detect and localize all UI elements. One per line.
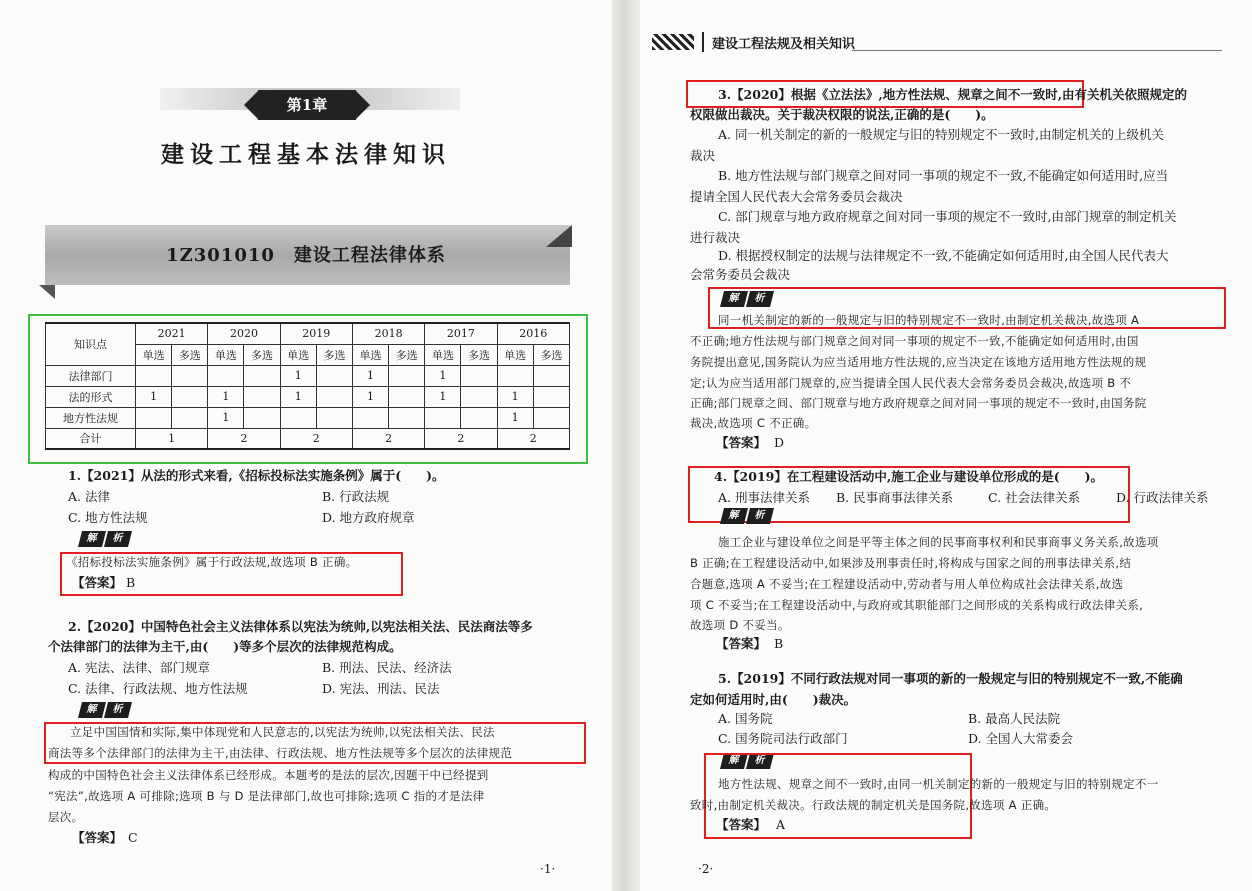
total-cell: 2 xyxy=(497,428,569,449)
knowledge-point-table xyxy=(45,322,570,450)
multi-choice-header: 多选 xyxy=(461,344,497,365)
running-header-title: 建设工程法规及相关知识 xyxy=(712,37,856,52)
table-cell: 1 xyxy=(280,365,316,386)
q4-explanation-line2: B 正确;在工程建设活动中,如果涉及刑事责任时,将构成与国家之间的刑事法律关系,结 xyxy=(690,556,1132,570)
badge-char: 析 xyxy=(746,291,774,307)
q4-explanation-line4: 项 C 不妥当;在工程建设活动中,与政府或其职能部门之间形成的关系构成行政法律关系, xyxy=(690,598,1144,612)
q3-explanation-line1: 同一机关制定的新的一般规定与旧的特别规定不一致时,由制定机关裁决,故选项 A xyxy=(718,313,1140,327)
header-divider xyxy=(702,32,704,52)
q5-option-d: D. 全国人大常委会 xyxy=(968,731,1074,746)
q4-answer: B xyxy=(774,636,784,651)
q5-explanation-line1: 地方性法规、规章之间不一致时,由同一机关制定的新的一般规定与旧的特别规定不一 xyxy=(718,777,1159,791)
q4-explanation-line5: 故选项 D 不妥当。 xyxy=(690,618,790,632)
table-cell: 1 xyxy=(280,386,316,407)
q1-answer-label: 【答案】 xyxy=(72,575,123,590)
table-cell: 1 xyxy=(352,386,388,407)
page-number: ·2· xyxy=(698,862,714,876)
table-cell: 1 xyxy=(425,365,461,386)
q2-stem-line2: 个法律部门的法律为主干,由( )等多个层次的法律规范构成。 xyxy=(48,639,402,654)
chapter-tag: 第1章 xyxy=(258,90,356,120)
q2-explanation-line1: 立足中国国情和实际,集中体现党和人民意志的,以宪法为统帅,以宪法相关法、民法 xyxy=(70,725,495,739)
q2-explanation-line3: 构成的中国特色社会主义法律体系已经形成。本题考的是法的层次,因题干中已经提到 xyxy=(48,768,489,782)
table-corner: 知识点 xyxy=(46,323,136,365)
q2-option-d: D. 宪法、刑法、民法 xyxy=(322,681,440,696)
table-cell xyxy=(136,365,172,386)
total-cell: 2 xyxy=(425,428,497,449)
q4-option-d: D. 行政法律关系 xyxy=(1116,490,1209,505)
multi-choice-header: 多选 xyxy=(316,344,352,365)
q4-answer-label: 【答案】 xyxy=(716,636,767,651)
row-label: 地方性法规 xyxy=(46,407,136,428)
q2-answer: C xyxy=(128,830,138,845)
q3-answer: D xyxy=(774,435,785,450)
table-header-row xyxy=(46,323,570,344)
section-title: 1Z301010 建设工程法律体系 xyxy=(166,245,446,266)
table-cell xyxy=(425,407,461,428)
chapter-title: 建设工程基本法律知识 xyxy=(161,141,451,168)
q2-option-c: C. 法律、行政法规、地方性法规 xyxy=(68,681,248,696)
explanation-badge xyxy=(80,531,130,547)
multi-choice-header: 多选 xyxy=(244,344,280,365)
table-row xyxy=(46,365,570,386)
table-cell xyxy=(316,386,352,407)
left-page xyxy=(0,0,612,891)
table-cell xyxy=(461,365,497,386)
right-page xyxy=(640,0,1252,891)
table-cell xyxy=(280,407,316,428)
total-cell: 2 xyxy=(352,428,424,449)
book-gutter xyxy=(612,0,640,891)
q3-explanation-line5: 正确;部门规章之间、部门规章与地方政府规章之间对同一事项的规定不一致时,由国务院 xyxy=(690,396,1147,410)
row-label: 合计 xyxy=(46,428,136,449)
badge-char: 解 xyxy=(78,531,106,547)
table-cell: 1 xyxy=(497,386,533,407)
year-header: 2019 xyxy=(280,323,352,344)
explanation-badge xyxy=(80,702,130,718)
table-cell xyxy=(136,407,172,428)
table-cell xyxy=(389,386,425,407)
header-pattern-icon xyxy=(652,34,694,50)
year-header: 2016 xyxy=(497,323,569,344)
q1-stem: 1.【2021】从法的形式来看,《招标投标法实施条例》属于( )。 xyxy=(68,468,445,483)
q4-option-a: A. 刑事法律关系 xyxy=(718,490,810,505)
table-cell xyxy=(533,407,569,428)
q4-explanation-line1: 施工企业与建设单位之间是平等主体之间的民事商事权利和民事商事义务关系,故选项 xyxy=(718,535,1159,549)
table-cell xyxy=(316,365,352,386)
q2-answer-label: 【答案】 xyxy=(72,830,123,845)
total-cell: 2 xyxy=(280,428,352,449)
q3-option-a-line2: 裁决 xyxy=(690,148,716,163)
table-cell xyxy=(244,386,280,407)
table-cell xyxy=(244,365,280,386)
q3-option-c-line1: C. 部门规章与地方政府规章之间对同一事项的规定不一致时,由部门规章的制定机关 xyxy=(718,209,1177,224)
badge-char: 析 xyxy=(746,753,774,769)
badge-char: 解 xyxy=(720,291,748,307)
q5-stem-line1: 5.【2019】不同行政法规对同一事项的新的一般规定与旧的特别规定不一致,不能确 xyxy=(718,671,1183,686)
table-cell: 1 xyxy=(208,386,244,407)
badge-char: 析 xyxy=(104,531,132,547)
table-row xyxy=(46,386,570,407)
single-choice-header: 单选 xyxy=(352,344,388,365)
q3-stem-line2: 权限做出裁决。关于裁决权限的说法,正确的是( )。 xyxy=(690,107,994,122)
q3-answer-label: 【答案】 xyxy=(716,435,767,450)
q1-option-a: A. 法律 xyxy=(68,489,110,504)
q3-explanation-line4: 定;认为应当适用部门规章的,应当提请全国人民代表大会常务委员会裁决,故选项 B 不 xyxy=(690,376,1132,390)
q5-answer-label: 【答案】 xyxy=(716,817,767,832)
table-total-row xyxy=(46,428,570,449)
table-cell: 1 xyxy=(208,407,244,428)
table-cell xyxy=(533,365,569,386)
q2-explanation-line2: 商法等多个法律部门的法律为主干,由法律、行政法规、地方性法规等多个层次的法律规范 xyxy=(48,746,513,760)
table-cell xyxy=(172,386,208,407)
q5-option-c: C. 国务院司法行政部门 xyxy=(718,731,848,746)
single-choice-header: 单选 xyxy=(208,344,244,365)
q3-option-d-line1: D. 根据授权制定的法规与法律规定不一致,不能确定如何适用时,由全国人民代表大 xyxy=(718,248,1169,263)
table-cell xyxy=(533,386,569,407)
q5-option-a: A. 国务院 xyxy=(718,711,773,726)
table-row xyxy=(46,407,570,428)
q2-explanation-line4: “宪法”,故选项 A 可排除;选项 B 与 D 是法律部门,故也可排除;选项 C 指的才是法律 xyxy=(48,789,485,803)
row-label: 法律部门 xyxy=(46,365,136,386)
year-header: 2020 xyxy=(208,323,280,344)
badge-char: 解 xyxy=(720,753,748,769)
table-cell xyxy=(389,365,425,386)
year-header: 2018 xyxy=(352,323,424,344)
table-cell: 1 xyxy=(425,386,461,407)
single-choice-header: 单选 xyxy=(280,344,316,365)
q1-option-b: B. 行政法规 xyxy=(322,489,390,504)
multi-choice-header: 多选 xyxy=(533,344,569,365)
q2-stem-line1: 2.【2020】中国特色社会主义法律体系以宪法为统帅,以宪法相关法、民法商法等多 xyxy=(68,619,533,634)
q1-answer: B xyxy=(126,575,136,590)
table-cell xyxy=(172,365,208,386)
table-cell xyxy=(497,365,533,386)
table-cell xyxy=(244,407,280,428)
single-choice-header: 单选 xyxy=(136,344,172,365)
badge-char: 析 xyxy=(746,508,774,524)
q3-option-b-line1: B. 地方性法规与部门规章之间对同一事项的规定不一致,不能确定如何适用时,应当 xyxy=(718,168,1169,183)
q3-explanation-line3: 务院提出意见,国务院认为应当适用地方性法规的,应当决定在该地方适用地方性法规的规 xyxy=(690,355,1147,369)
page-number: ·1· xyxy=(540,862,556,876)
total-cell: 1 xyxy=(136,428,208,449)
q3-option-c-line2: 进行裁决 xyxy=(690,230,741,245)
q3-option-a-line1: A. 同一机关制定的新的一般规定与旧的特别规定不一致时,由制定机关的上级机关 xyxy=(718,127,1164,142)
table-cell: 1 xyxy=(136,386,172,407)
q4-stem: 4.【2019】在工程建设活动中,施工企业与建设单位形成的是( )。 xyxy=(714,469,1104,484)
table-cell xyxy=(316,407,352,428)
q5-stem-line2: 定如何适用时,由( )裁决。 xyxy=(690,692,857,707)
table-cell: 1 xyxy=(497,407,533,428)
q2-option-b: B. 刑法、民法、经济法 xyxy=(322,660,452,675)
year-header: 2021 xyxy=(136,323,208,344)
q5-answer: A xyxy=(776,817,786,832)
single-choice-header: 单选 xyxy=(497,344,533,365)
header-rule xyxy=(852,50,1222,51)
table-cell xyxy=(208,365,244,386)
year-header: 2017 xyxy=(425,323,497,344)
row-label: 法的形式 xyxy=(46,386,136,407)
table-cell xyxy=(352,407,388,428)
q3-explanation-line2: 不正确;地方性法规与部门规章之间对同一事项的规定不一致,不能确定如何适用时,由国 xyxy=(690,334,1139,348)
q2-explanation-line5: 层次。 xyxy=(48,810,84,824)
badge-char: 析 xyxy=(104,702,132,718)
q1-option-c: C. 地方性法规 xyxy=(68,510,148,525)
table-cell xyxy=(461,386,497,407)
q3-explanation-line6: 裁决,故选项 C 不正确。 xyxy=(690,416,817,430)
q3-stem-line1: 3.【2020】根据《立法法》,地方性法规、规章之间不一致时,由有关机关依照规定的 xyxy=(718,87,1188,102)
table-cell xyxy=(461,407,497,428)
q5-option-b: B. 最高人民法院 xyxy=(968,711,1061,726)
table-cell: 1 xyxy=(352,365,388,386)
q4-option-c: C. 社会法律关系 xyxy=(988,490,1081,505)
q1-explanation: 《招标投标法实施条例》属于行政法规,故选项 B 正确。 xyxy=(66,555,358,569)
q2-option-a: A. 宪法、法律、部门规章 xyxy=(68,660,210,675)
explanation-badge xyxy=(722,508,772,524)
multi-choice-header: 多选 xyxy=(389,344,425,365)
table-cell xyxy=(172,407,208,428)
badge-char: 解 xyxy=(720,508,748,524)
q3-option-b-line2: 提请全国人民代表大会常务委员会裁决 xyxy=(690,189,903,204)
q5-explanation-line2: 致时,由制定机关裁决。行政法规的制定机关是国务院,故选项 A 正确。 xyxy=(690,798,1057,812)
total-cell: 2 xyxy=(208,428,280,449)
multi-choice-header: 多选 xyxy=(172,344,208,365)
q4-explanation-line3: 合题意,选项 A 不妥当;在工程建设活动中,劳动者与用人单位构成社会法律关系,故选 xyxy=(690,577,1124,591)
q1-option-d: D. 地方政府规章 xyxy=(322,510,415,525)
single-choice-header: 单选 xyxy=(425,344,461,365)
table-cell xyxy=(389,407,425,428)
q3-option-d-line2: 会常务委员会裁决 xyxy=(690,267,791,282)
banner-fold-left xyxy=(39,285,55,299)
q4-option-b: B. 民事商事法律关系 xyxy=(836,490,954,505)
badge-char: 解 xyxy=(78,702,106,718)
